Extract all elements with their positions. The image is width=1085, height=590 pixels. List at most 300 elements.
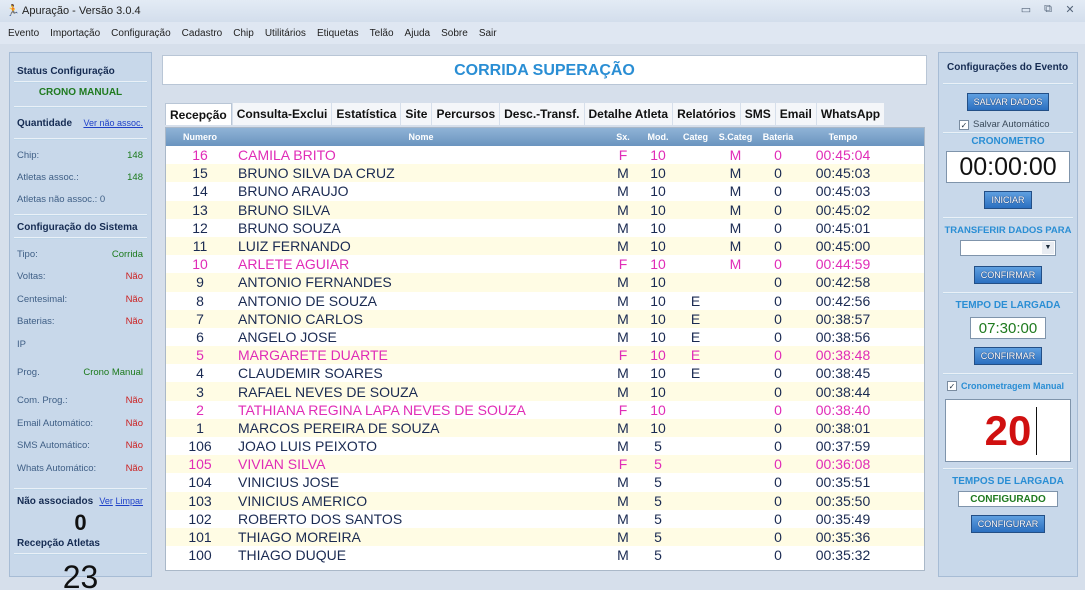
menu-etiquetas[interactable]: Etiquetas bbox=[316, 27, 359, 39]
cell-sexo: M bbox=[617, 529, 629, 546]
cell-sexo: F bbox=[618, 147, 628, 164]
event-title: CORRIDA SUPERAÇÃO bbox=[162, 55, 927, 85]
cell-tempo: 00:45:01 bbox=[815, 219, 871, 236]
table-row[interactable] bbox=[166, 419, 924, 437]
col-sexo[interactable]: Sx. bbox=[616, 132, 630, 142]
config-value: Não bbox=[125, 293, 143, 305]
cell-numero: 16 bbox=[192, 147, 208, 164]
cell-sexo: M bbox=[617, 201, 629, 218]
cell-nome: ANTONIO FERNANDES bbox=[238, 274, 392, 291]
cell-tempo: 00:45:03 bbox=[815, 183, 871, 200]
tab-percursos[interactable]: Percursos bbox=[432, 103, 499, 125]
manual-timing-row bbox=[939, 381, 1077, 391]
cell-numero: 7 bbox=[196, 310, 204, 327]
nao-associados-count: 0 bbox=[74, 509, 87, 535]
cell-tempo: 00:36:08 bbox=[815, 456, 871, 473]
config-list bbox=[10, 243, 151, 480]
cell-numero: 3 bbox=[196, 383, 204, 400]
cell-bateria: 0 bbox=[774, 547, 782, 564]
cell-tempo: 00:38:01 bbox=[815, 419, 871, 436]
cell-nome: MARCOS PEREIRA DE SOUZA bbox=[238, 419, 440, 436]
window-controls bbox=[1019, 3, 1077, 16]
divider bbox=[943, 292, 1073, 294]
menu-chip[interactable]: Chip bbox=[233, 27, 254, 39]
col-categoria[interactable]: Categ bbox=[682, 132, 708, 142]
cell-subcategoria: M bbox=[729, 147, 742, 164]
cell-tempo: 00:37:59 bbox=[815, 438, 871, 455]
cell-nome: CLAUDEMIR SOARES bbox=[238, 365, 383, 382]
system-config-heading: Configuração do Sistema bbox=[17, 222, 138, 233]
runner-icon: 🏃 bbox=[6, 5, 20, 17]
minimize-icon[interactable]: ▭ bbox=[1020, 4, 1032, 16]
table-body bbox=[166, 146, 924, 564]
config-row bbox=[10, 333, 151, 356]
cell-sexo: M bbox=[617, 165, 629, 182]
cell-nome: BRUNO SILVA bbox=[238, 201, 331, 218]
cell-sexo: M bbox=[617, 310, 629, 327]
cell-nome: TATHIANA REGINA LAPA NEVES DE SOUZA bbox=[238, 401, 526, 418]
cell-bateria: 0 bbox=[774, 383, 782, 400]
tab-recep-o[interactable]: Recepção bbox=[165, 103, 232, 125]
cell-numero: 8 bbox=[196, 292, 204, 309]
table-row[interactable] bbox=[166, 328, 924, 346]
cell-sexo: F bbox=[618, 256, 628, 273]
divider bbox=[943, 468, 1073, 470]
cell-sexo: M bbox=[617, 292, 629, 309]
cell-tempo: 00:35:49 bbox=[815, 510, 871, 527]
cell-tempo: 00:35:51 bbox=[815, 474, 871, 491]
cell-subcategoria: M bbox=[729, 238, 742, 255]
cell-numero: 15 bbox=[192, 165, 208, 182]
config-value: Não bbox=[125, 417, 143, 429]
cell-sexo: M bbox=[617, 419, 629, 436]
cell-bateria: 0 bbox=[774, 365, 782, 382]
cell-bateria: 0 bbox=[774, 438, 782, 455]
cell-numero: 105 bbox=[188, 456, 212, 473]
cell-nome: ARLETE AGUIAR bbox=[238, 256, 350, 273]
config-row bbox=[10, 390, 151, 413]
menu-cadastro[interactable]: Cadastro bbox=[181, 27, 223, 39]
cell-sexo: M bbox=[617, 219, 629, 236]
close-icon[interactable]: ✕ bbox=[1065, 4, 1075, 16]
cell-modalidade: 10 bbox=[650, 401, 666, 418]
ver-nao-assoc-link[interactable]: Ver não assoc. bbox=[83, 118, 143, 128]
start-button[interactable]: INICIAR bbox=[984, 191, 1031, 209]
table-row[interactable] bbox=[166, 146, 924, 164]
cell-numero: 14 bbox=[192, 183, 208, 200]
cell-categoria: E bbox=[690, 310, 701, 327]
cell-nome: VIVIAN SILVA bbox=[238, 456, 326, 473]
config-value: Não bbox=[125, 316, 143, 328]
right-config-panel bbox=[938, 52, 1078, 577]
config-label: SMS Automático: bbox=[17, 440, 90, 452]
cell-modalidade: 10 bbox=[650, 383, 666, 400]
table-row[interactable] bbox=[166, 182, 924, 200]
table-row[interactable] bbox=[166, 310, 924, 328]
table-row[interactable] bbox=[166, 492, 924, 510]
config-row bbox=[10, 243, 151, 266]
cell-nome: BRUNO ARAUJO bbox=[238, 183, 349, 200]
recepcao-count: 23 bbox=[62, 558, 99, 590]
tab-detalhe-atleta[interactable]: Detalhe Atleta bbox=[585, 103, 673, 125]
bib-number-value: 20 bbox=[984, 407, 1032, 454]
chevron-down-icon: ▼ bbox=[1042, 242, 1054, 254]
config-label: Whats Automático: bbox=[17, 462, 97, 474]
start-times-status: CONFIGURADO bbox=[958, 491, 1058, 507]
tab-relat-rios[interactable]: Relatórios bbox=[673, 103, 740, 125]
config-value: Não bbox=[125, 462, 143, 474]
cell-subcategoria: M bbox=[729, 219, 742, 236]
cell-modalidade: 10 bbox=[650, 365, 666, 382]
cell-tempo: 00:42:56 bbox=[815, 292, 871, 309]
cell-bateria: 0 bbox=[774, 310, 782, 327]
cell-categoria: E bbox=[690, 292, 701, 309]
config-label: IP bbox=[17, 338, 26, 350]
status-config-heading: Status Configuração bbox=[17, 66, 115, 77]
confirm-start-time-button[interactable]: CONFIRMAR bbox=[974, 347, 1043, 365]
config-row bbox=[10, 412, 151, 435]
cell-bateria: 0 bbox=[774, 401, 782, 418]
cell-nome: RAFAEL NEVES DE SOUZA bbox=[238, 383, 418, 400]
cell-tempo: 00:35:32 bbox=[815, 547, 871, 564]
cell-modalidade: 5 bbox=[654, 474, 662, 491]
config-label: Prog. bbox=[17, 367, 40, 378]
col-subcategoria[interactable]: S.Categ bbox=[718, 132, 753, 142]
config-label: Email Automático: bbox=[17, 417, 94, 429]
window-title: Apuração - Versão 3.0.4 bbox=[22, 5, 141, 17]
table-header bbox=[166, 128, 924, 146]
left-status-panel bbox=[9, 52, 152, 590]
divider bbox=[943, 217, 1073, 219]
save-data-button[interactable]: SALVAR DADOS bbox=[967, 93, 1050, 111]
cell-modalidade: 10 bbox=[650, 183, 666, 200]
table-row[interactable] bbox=[166, 401, 924, 419]
tab-estat-stica[interactable]: Estatística bbox=[332, 103, 400, 125]
cell-sexo: M bbox=[617, 547, 629, 564]
cell-bateria: 0 bbox=[774, 510, 782, 527]
cell-modalidade: 5 bbox=[654, 547, 662, 564]
cell-sexo: M bbox=[617, 328, 629, 345]
config-label: Voltas: bbox=[17, 271, 46, 283]
cell-modalidade: 10 bbox=[650, 147, 666, 164]
cell-bateria: 0 bbox=[774, 456, 782, 473]
cell-nome: CAMILA BRITO bbox=[238, 147, 336, 164]
cell-tempo: 00:38:48 bbox=[815, 347, 871, 364]
menu-telao[interactable]: Telão bbox=[369, 27, 394, 39]
cell-sexo: M bbox=[617, 438, 629, 455]
table-row[interactable] bbox=[166, 346, 924, 364]
cell-tempo: 00:35:36 bbox=[815, 529, 871, 546]
table-row[interactable] bbox=[166, 528, 924, 546]
cell-modalidade: 10 bbox=[650, 274, 666, 291]
cell-bateria: 0 bbox=[774, 238, 782, 255]
cell-nome: JOAO LUIS PEIXOTO bbox=[238, 438, 378, 455]
divider bbox=[943, 132, 1073, 134]
divider bbox=[14, 106, 147, 108]
menu-utilitarios[interactable]: Utilitários bbox=[264, 27, 306, 39]
menu-ajuda[interactable]: Ajuda bbox=[404, 27, 431, 39]
cell-sexo: M bbox=[617, 510, 629, 527]
cell-tempo: 00:45:00 bbox=[815, 238, 871, 255]
ver-link[interactable]: Ver bbox=[99, 496, 113, 506]
quantidade-row bbox=[10, 112, 151, 134]
cell-sexo: M bbox=[617, 238, 629, 255]
table-row[interactable] bbox=[166, 201, 924, 219]
tab-email[interactable]: Email bbox=[776, 103, 816, 125]
cell-bateria: 0 bbox=[774, 492, 782, 509]
config-label: Centesimal: bbox=[17, 293, 68, 305]
cell-sexo: F bbox=[618, 347, 628, 364]
results-table bbox=[165, 127, 925, 571]
table-row[interactable] bbox=[166, 364, 924, 382]
nao-associados-label: Não associados bbox=[17, 496, 94, 507]
divider bbox=[14, 214, 147, 216]
mode-label: CRONO MANUAL bbox=[38, 87, 123, 98]
transfer-label: TRANSFERIR DADOS PARA bbox=[944, 225, 1072, 236]
cell-numero: 1 bbox=[196, 419, 204, 436]
event-config-heading: Configurações do Evento bbox=[947, 62, 1069, 73]
cell-numero: 2 bbox=[196, 401, 204, 418]
limpar-link[interactable]: Limpar bbox=[115, 496, 143, 506]
cell-subcategoria: M bbox=[729, 183, 742, 200]
table-row[interactable] bbox=[166, 255, 924, 273]
config-value: Não bbox=[125, 440, 143, 452]
cell-modalidade: 10 bbox=[650, 328, 666, 345]
cell-nome: VINICIUS AMERICO bbox=[238, 492, 368, 509]
cell-tempo: 00:35:50 bbox=[815, 492, 871, 509]
cell-nome: ROBERTO DOS SANTOS bbox=[238, 510, 403, 527]
cell-numero: 106 bbox=[188, 438, 212, 455]
cell-numero: 5 bbox=[196, 347, 204, 364]
quantity-row bbox=[10, 166, 151, 188]
cell-tempo: 00:38:45 bbox=[815, 365, 871, 382]
cell-nome: THIAGO DUQUE bbox=[238, 547, 347, 564]
table-row[interactable] bbox=[166, 455, 924, 473]
table-row[interactable] bbox=[166, 292, 924, 310]
manual-timing-checkbox[interactable]: ✓ bbox=[948, 382, 956, 391]
cell-categoria: E bbox=[690, 328, 701, 345]
tab-site[interactable]: Site bbox=[401, 103, 431, 125]
cell-nome: LUIZ FERNANDO bbox=[238, 238, 351, 255]
menu-configuracao[interactable]: Configuração bbox=[111, 27, 171, 39]
config-row bbox=[10, 311, 151, 334]
cell-modalidade: 5 bbox=[654, 492, 662, 509]
col-bateria[interactable]: Bateria bbox=[762, 132, 794, 142]
cell-bateria: 0 bbox=[774, 328, 782, 345]
cell-tempo: 00:45:04 bbox=[815, 147, 871, 164]
cell-subcategoria: M bbox=[729, 201, 742, 218]
cell-nome: ANTONIO DE SOUZA bbox=[238, 292, 377, 309]
table-row[interactable] bbox=[166, 473, 924, 491]
start-time-label: TEMPO DE LARGADA bbox=[955, 300, 1061, 311]
cell-tempo: 00:45:02 bbox=[815, 201, 871, 218]
auto-save-row bbox=[939, 119, 1077, 130]
cell-sexo: M bbox=[617, 474, 629, 491]
config-label: Com. Prog.: bbox=[17, 395, 68, 407]
cell-modalidade: 10 bbox=[650, 165, 666, 182]
cell-sexo: M bbox=[617, 383, 629, 400]
cell-nome: MARGARETE DUARTE bbox=[238, 347, 388, 364]
table-row[interactable] bbox=[166, 437, 924, 455]
cell-bateria: 0 bbox=[774, 201, 782, 218]
cell-bateria: 0 bbox=[774, 474, 782, 491]
cell-categoria: E bbox=[690, 347, 701, 364]
cell-bateria: 0 bbox=[774, 419, 782, 436]
cell-modalidade: 10 bbox=[650, 238, 666, 255]
cell-modalidade: 10 bbox=[650, 201, 666, 218]
cell-numero: 9 bbox=[196, 274, 204, 291]
cell-nome: VINICIUS JOSE bbox=[238, 474, 340, 491]
col-tempo[interactable]: Tempo bbox=[828, 132, 858, 142]
table-row[interactable] bbox=[166, 219, 924, 237]
col-nome[interactable]: Nome bbox=[408, 132, 434, 142]
cell-sexo: M bbox=[617, 365, 629, 382]
cell-subcategoria: M bbox=[729, 165, 742, 182]
config-label: Baterias: bbox=[17, 316, 55, 328]
table-row[interactable] bbox=[166, 273, 924, 291]
config-label: Tipo: bbox=[17, 248, 38, 260]
transfer-select[interactable] bbox=[960, 240, 1056, 256]
cell-bateria: 0 bbox=[774, 347, 782, 364]
text-cursor bbox=[1036, 407, 1037, 455]
cell-bateria: 0 bbox=[774, 529, 782, 546]
quantity-row bbox=[10, 188, 151, 210]
config-value: Corrida bbox=[111, 248, 143, 260]
bib-number-input[interactable] bbox=[945, 399, 1071, 462]
cell-categoria: E bbox=[690, 365, 701, 382]
divider bbox=[14, 138, 147, 140]
cell-numero: 11 bbox=[192, 238, 208, 255]
cell-sexo: M bbox=[617, 274, 629, 291]
config-row bbox=[10, 288, 151, 311]
config-value: Não bbox=[125, 271, 143, 283]
config-row bbox=[10, 356, 151, 390]
auto-save-label: Salvar Automático bbox=[973, 119, 1050, 130]
table-row[interactable] bbox=[166, 382, 924, 400]
confirm-transfer-button[interactable]: CONFIRMAR bbox=[974, 266, 1043, 284]
menu-bar bbox=[0, 22, 1085, 44]
quantity-list bbox=[10, 144, 151, 210]
cell-bateria: 0 bbox=[774, 219, 782, 236]
cell-tempo: 00:44:59 bbox=[815, 256, 871, 273]
quantidade-label: Quantidade bbox=[17, 117, 73, 129]
divider bbox=[14, 553, 147, 555]
cell-bateria: 0 bbox=[774, 183, 782, 200]
cell-modalidade: 5 bbox=[654, 438, 662, 455]
table-row[interactable] bbox=[166, 164, 924, 182]
cell-numero: 100 bbox=[188, 547, 212, 564]
tab-whatsapp[interactable]: WhatsApp bbox=[817, 103, 884, 125]
config-row bbox=[10, 266, 151, 289]
cell-subcategoria: M bbox=[729, 256, 742, 273]
tab-sms[interactable]: SMS bbox=[741, 103, 775, 125]
cell-numero: 102 bbox=[188, 510, 212, 527]
cell-modalidade: 10 bbox=[650, 292, 666, 309]
divider bbox=[943, 373, 1073, 375]
col-numero[interactable]: Numero bbox=[182, 132, 217, 142]
cell-numero: 101 bbox=[188, 529, 212, 546]
cell-modalidade: 10 bbox=[650, 419, 666, 436]
start-time-input[interactable]: 07:30:00 bbox=[970, 317, 1046, 339]
quantity-label: Atletas não assoc.: 0 bbox=[17, 193, 106, 205]
table-row[interactable] bbox=[166, 237, 924, 255]
cell-modalidade: 10 bbox=[650, 310, 666, 327]
cell-nome: BRUNO SOUZA bbox=[238, 219, 341, 236]
config-value: Não bbox=[125, 395, 143, 407]
cell-sexo: M bbox=[617, 492, 629, 509]
cell-modalidade: 5 bbox=[654, 529, 662, 546]
cell-numero: 12 bbox=[192, 219, 208, 236]
cell-tempo: 00:38:44 bbox=[815, 383, 871, 400]
cell-tempo: 00:42:58 bbox=[815, 274, 871, 291]
title-bar bbox=[0, 0, 1085, 22]
cell-numero: 4 bbox=[196, 365, 204, 382]
cell-sexo: F bbox=[618, 401, 628, 418]
cell-sexo: M bbox=[617, 183, 629, 200]
cell-tempo: 00:45:03 bbox=[815, 165, 871, 182]
table-row[interactable] bbox=[166, 546, 924, 564]
cell-bateria: 0 bbox=[774, 292, 782, 309]
restore-icon[interactable]: ⧉ bbox=[1044, 3, 1052, 15]
cronometro-label: CRONOMETRO bbox=[971, 136, 1045, 147]
cell-modalidade: 5 bbox=[654, 456, 662, 473]
cell-numero: 10 bbox=[192, 256, 208, 273]
cell-modalidade: 10 bbox=[650, 256, 666, 273]
menu-sair[interactable]: Sair bbox=[478, 27, 497, 39]
cell-nome: ANTONIO CARLOS bbox=[238, 310, 363, 327]
divider bbox=[14, 237, 147, 239]
configure-button[interactable]: CONFIGURAR bbox=[971, 515, 1046, 533]
cell-numero: 6 bbox=[196, 328, 204, 345]
config-row bbox=[10, 457, 151, 480]
cell-bateria: 0 bbox=[774, 274, 782, 291]
cell-bateria: 0 bbox=[774, 165, 782, 182]
cell-tempo: 00:38:40 bbox=[815, 401, 871, 418]
cell-tempo: 00:38:56 bbox=[815, 328, 871, 345]
cell-nome: ANGELO JOSE bbox=[238, 328, 337, 345]
divider bbox=[14, 488, 147, 490]
quantity-label: Atletas assoc.: bbox=[17, 171, 79, 183]
tab-desc-transf-[interactable]: Desc.-Transf. bbox=[500, 103, 583, 125]
cell-numero: 103 bbox=[188, 492, 212, 509]
nao-assoc-row bbox=[10, 494, 151, 510]
table-row[interactable] bbox=[166, 510, 924, 528]
recepcao-label: Recepção Atletas bbox=[17, 537, 100, 549]
quantity-label: Chip: bbox=[17, 149, 40, 161]
divider bbox=[943, 83, 1073, 85]
menu-importacao[interactable]: Importação bbox=[50, 27, 101, 39]
cell-nome: BRUNO SILVA DA CRUZ bbox=[238, 165, 395, 182]
config-value: Crono Manual bbox=[83, 367, 143, 378]
cell-tempo: 00:38:57 bbox=[815, 310, 871, 327]
quantity-row bbox=[10, 144, 151, 166]
cell-sexo: F bbox=[618, 456, 628, 473]
auto-save-checkbox[interactable]: ✓ bbox=[960, 120, 968, 130]
menu-evento[interactable]: Evento bbox=[8, 27, 40, 39]
tab-consulta-exclui[interactable]: Consulta-Exclui bbox=[233, 103, 332, 125]
cell-numero: 13 bbox=[192, 201, 208, 218]
col-modalidade[interactable]: Mod. bbox=[647, 132, 669, 142]
cell-bateria: 0 bbox=[774, 147, 782, 164]
quantity-value: 148 bbox=[127, 171, 143, 183]
start-times-label: TEMPOS DE LARGADA bbox=[952, 476, 1064, 487]
cell-numero: 104 bbox=[188, 474, 212, 491]
tab-bar bbox=[165, 103, 885, 125]
quantity-value: 148 bbox=[127, 149, 143, 161]
menu-sobre[interactable]: Sobre bbox=[441, 27, 468, 39]
cell-modalidade: 10 bbox=[650, 219, 666, 236]
config-row bbox=[10, 435, 151, 458]
